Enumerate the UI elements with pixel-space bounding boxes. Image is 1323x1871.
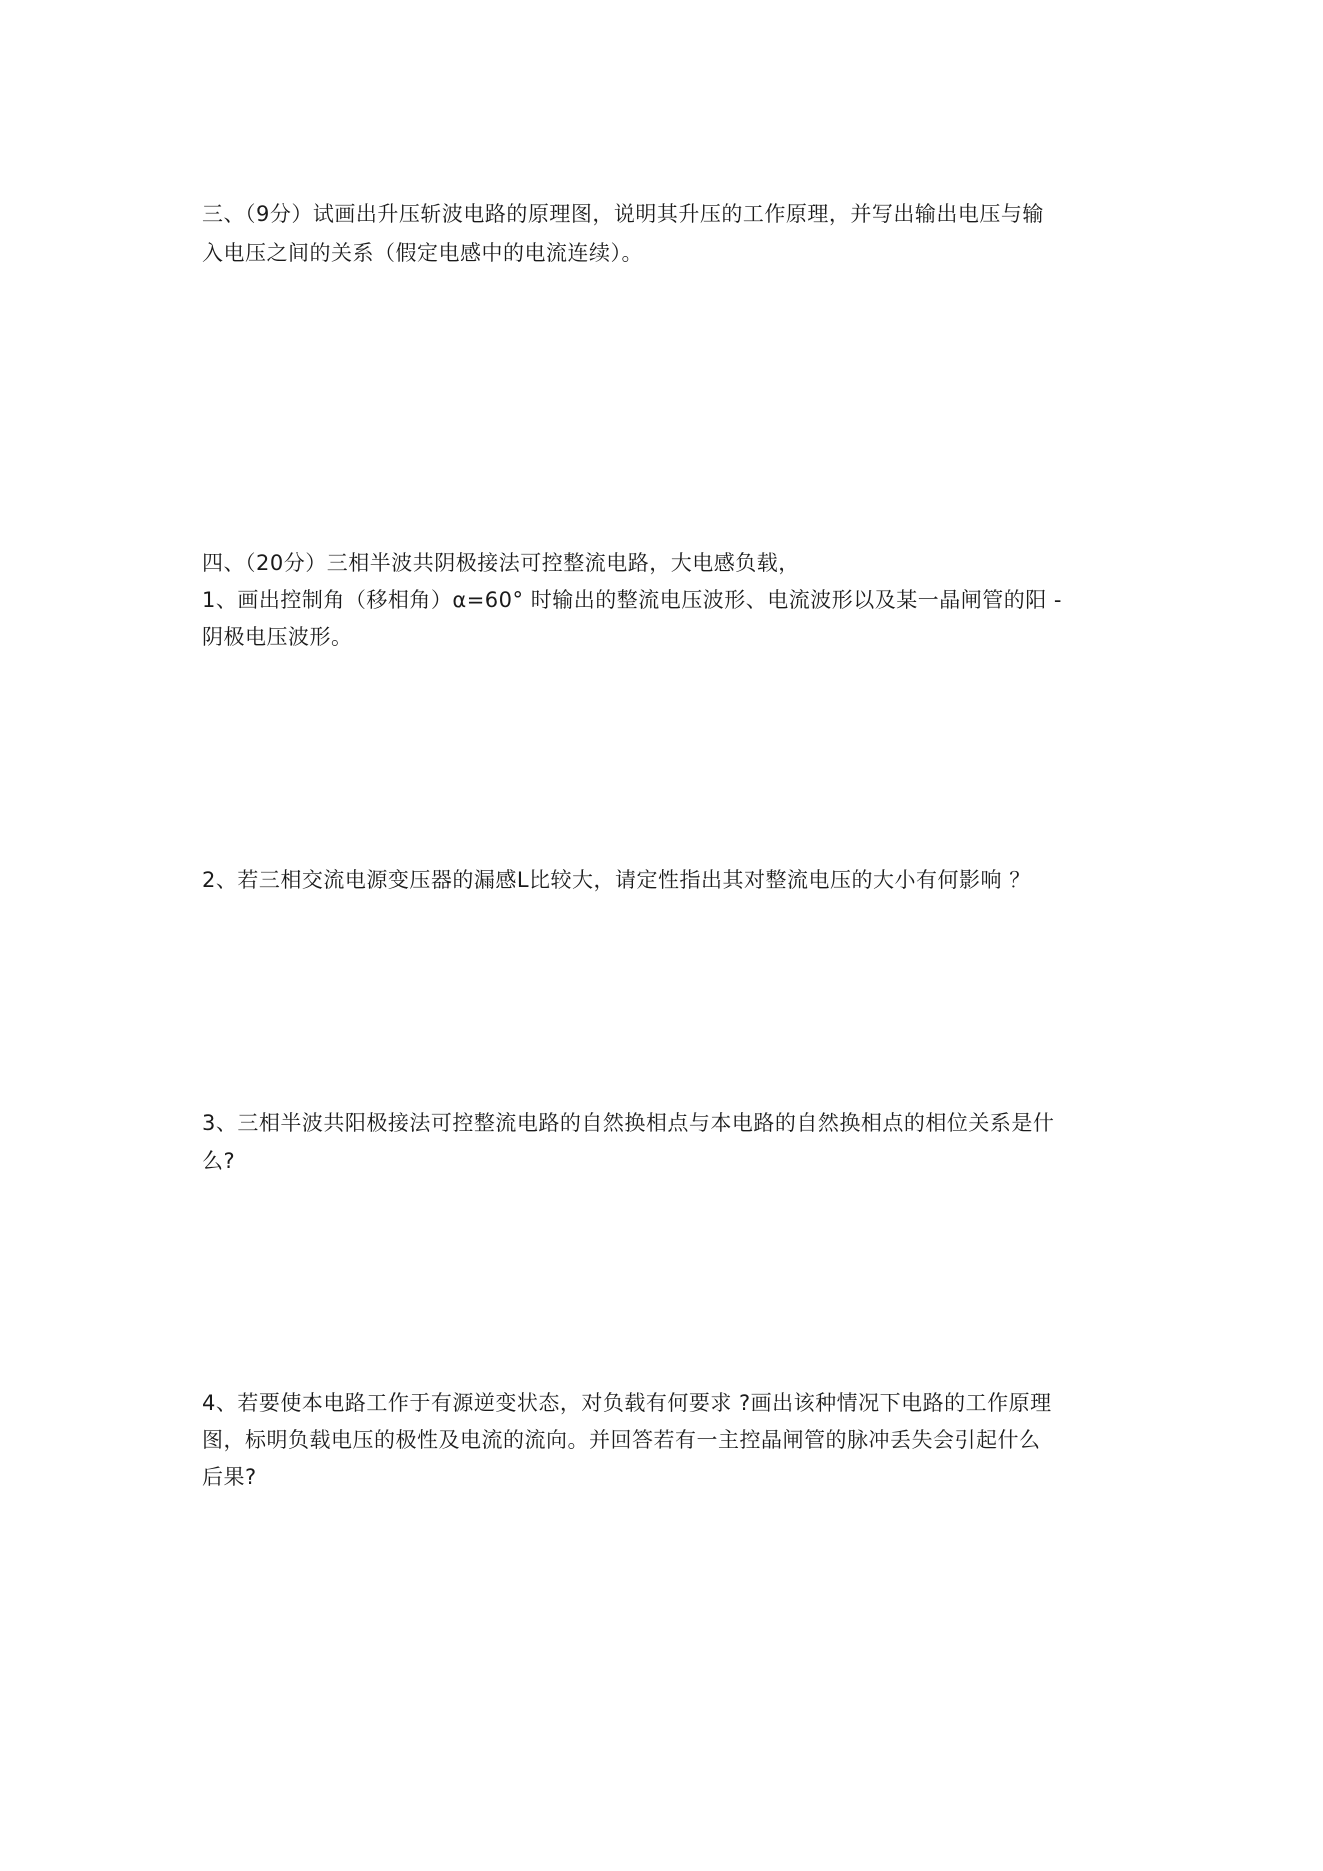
section4-q3-line-2: 么? [202, 1149, 236, 1173]
section4-q1-line-2: 阴极电压波形。 [202, 625, 353, 649]
section4-q2: 2、若三相交流电源变压器的漏感L比较大，请定性指出其对整流电压的大小有何影响 ？ [202, 868, 1031, 892]
section3-question-line-1: 三、（9分）试画出升压斩波电路的原理图，说明其升压的工作原理，并写出输出电压与输 [202, 202, 1044, 226]
section4-q3-line-1: 3、三相半波共阳极接法可控整流电路的自然换相点与本电路的自然换相点的相位关系是什 [202, 1111, 1055, 1135]
section3-question-line-2: 入电压之间的关系（假定电感中的电流连续）。 [202, 241, 643, 265]
section4-q1-line-1: 1、画出控制角（移相角）α=60° 时输出的整流电压波形、电流波形以及某一晶闸管的阳 - [202, 588, 1062, 612]
section4-q4-line-2: 图，标明负载电压的极性及电流的流向。并回答若有一主控晶闸管的脉冲丢失会引起什么 [202, 1428, 1041, 1452]
section4-q4-line-1: 4、若要使本电路工作于有源逆变状态，对负载有何要求 ?画出该种情况下电路的工作原理 [202, 1391, 1052, 1415]
section4-q4-line-3: 后果? [202, 1465, 257, 1489]
section4-heading: 四、（20分）三相半波共阴极接法可控整流电路，大电感负载， [202, 551, 800, 575]
